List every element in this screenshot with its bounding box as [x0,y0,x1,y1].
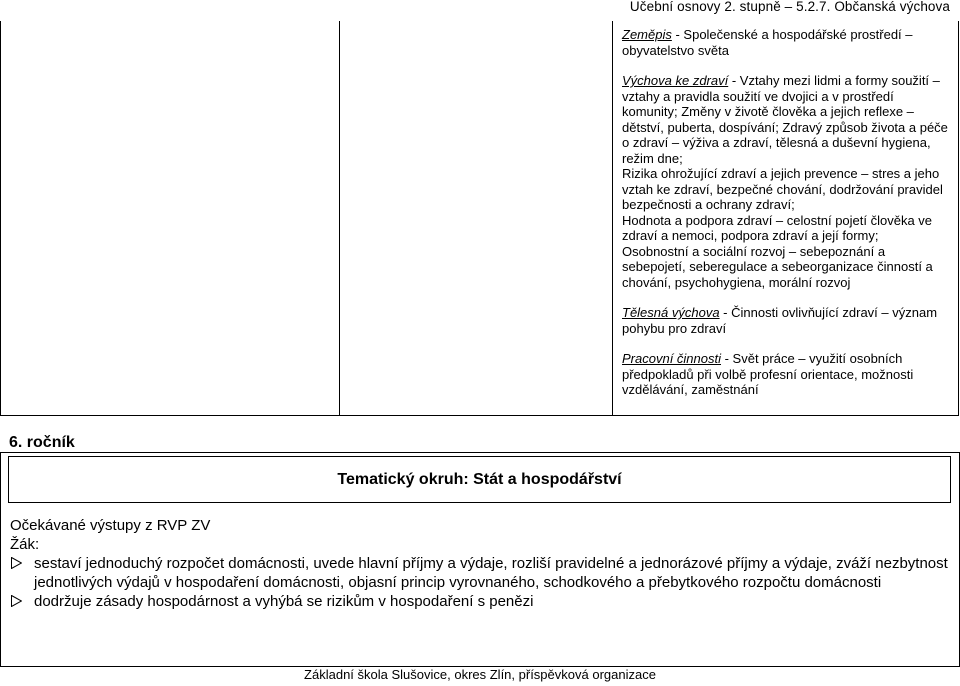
personal-development-text: Osobnostní a sociální rozvoj – sebepoznání a sebepojetí, seberegulace a sebeorganizace činností a chování, psychohygiena, morální rozvoj [622,243,933,290]
link-paragraph-pe [622,305,952,336]
link-paragraph-health [622,73,952,166]
link-paragraph-geography [622,27,952,58]
subject-link-pe[interactable]: Tělesná výchova [622,305,720,320]
table-column-divider-1 [339,21,340,416]
page-header: Učební osnovy 2. stupně – 5.2.7. Občanská výchova [629,0,950,14]
thematic-area-title: Tematický okruh: Stát a hospodářství [337,470,622,488]
cross-curricular-links-cell [622,27,952,398]
thematic-area-box [8,456,951,503]
outcome-text: sestaví jednoduchý rozpočet domácnosti, uvede hlavní příjmy a výdaje, rozliší pravidelné a jednorázové příjmy a výdaje, zváží nezbytnost jednotlivých výdajů v hospodaření domácnosti, objasní princip vyrovnaného, schodkového a přebytkového rozpočtu domácnosti [34,555,948,591]
link-text: - Svět práce – využití osobních předpokladů při volbě profesní orientace, možnosti vzdělávání, zaměstnání [622,351,914,397]
subject-link-work[interactable]: Pracovní činnosti [622,351,721,366]
outcome-item [10,592,950,611]
outcomes-heading: Očekávané výstupy z RVP ZV [10,517,211,534]
subject-link-geography[interactable]: Zeměpis [622,27,672,42]
expected-outcomes [10,516,950,611]
table-column-divider-2 [612,21,613,416]
subject-link-health[interactable]: Výchova ke zdraví [622,73,729,88]
link-text: - Společenské a hospodářské prostředí – obyvatelstvo světa [622,27,913,58]
page-footer: Základní škola Slušovice, okres Zlín, příspěvková organizace [304,667,656,682]
table-border-right [958,21,959,416]
table-border-bottom [0,415,959,416]
pupil-label: Žák: [10,536,40,553]
cross-curricular-table [0,21,959,416]
grade-heading: 6. ročník [9,434,75,451]
link-paragraph-work [622,351,952,398]
health-value-text: Hodnota a podpora zdraví – celostní pojetí člověka ve zdraví a nemoci, podpora zdraví a její formy; [622,212,933,243]
outcome-text: dodržuje zásady hospodárnost a vyhýbá se rizikům v hospodaření s penězi [34,593,534,610]
outcome-item [10,554,950,592]
arrow-bullet-icon [11,595,22,607]
link-text: - Vztahy mezi lidmi a formy soužití – vztahy a pravidla soužití ve dvojici a v prostředí komunity; Změny v životě člověka a jejich reflexe – dětství, puberta, dospívání; Zdravý způsob života a péče o zdraví – výživa a zdraví, tělesná a duševní hygiena, režim dne; [622,73,948,166]
arrow-bullet-icon [11,557,22,569]
health-risks-text: Rizika ohrožující zdraví a jejich prevence – stres a jeho vztah ke zdraví, bezpečné chování, dodržování pravidel bezpečnosti a ochrany zdraví; [622,166,943,212]
table-border-left [0,21,1,416]
link-text: - Činnosti ovlivňující zdraví – význam pohybu pro zdraví [622,305,938,336]
